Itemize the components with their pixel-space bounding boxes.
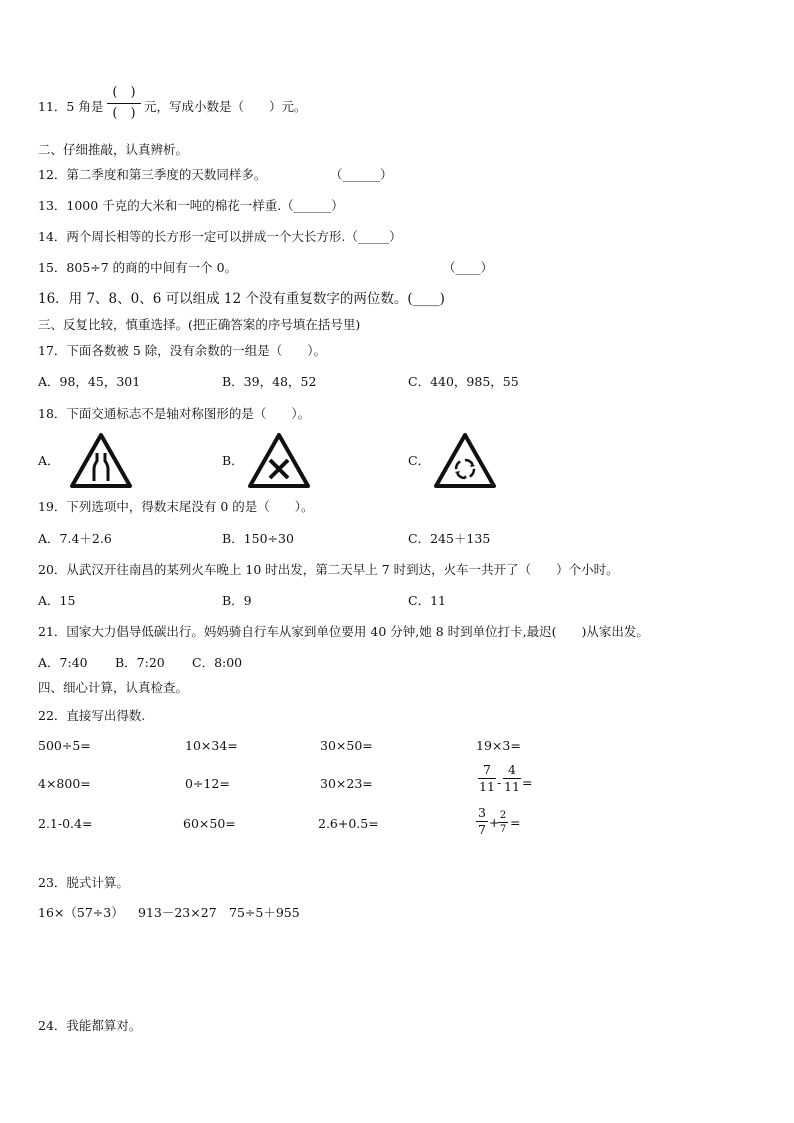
q20-stem: 20．从武汉开往南昌的某列火车晚上 10 时出发，第二天早上 7 时到达，火车一共开了（ ）个小时。 <box>38 562 619 577</box>
q19-stem: 19．下列选项中，得数末尾没有 0 的是（ ）。 <box>38 499 314 514</box>
q13-text: 13．1000 千克的大米和一吨的棉花一样重.（______） <box>38 198 344 213</box>
roundabout-sign-icon <box>434 433 496 488</box>
operator: + <box>489 815 500 830</box>
q24-stem: 24．我能都算对。 <box>38 1018 142 1033</box>
fraction-bar <box>107 103 141 104</box>
fraction: 7 11 <box>479 762 495 794</box>
q18-option-c[interactable]: C． <box>408 453 431 468</box>
calc-item: 500÷5= <box>38 738 91 753</box>
calc-item: 2.6+0.5= <box>318 816 379 831</box>
fraction: 2 7 <box>499 810 507 835</box>
cross-sign-icon <box>248 433 310 488</box>
fraction: 3 7 <box>476 806 488 837</box>
q22-stem: 22．直接写出得数. <box>38 708 146 723</box>
calc-item: 30×50= <box>320 738 373 753</box>
q14-text: 14．两个周长相等的长方形一定可以拼成一个大长方形.（_____） <box>38 229 402 244</box>
calc-item: 4×800= <box>38 776 91 791</box>
equals: = <box>522 775 533 790</box>
q15-blank[interactable]: （____） <box>443 260 494 275</box>
calc-expression: 16×（57÷3） <box>38 905 124 920</box>
calc-item: 60×50= <box>183 816 236 831</box>
q12-blank[interactable]: （______） <box>330 167 393 182</box>
q23-stem: 23．脱式计算。 <box>38 875 129 890</box>
q11-fraction <box>107 86 141 121</box>
q17-option-b[interactable]: B．39，48，52 <box>222 374 317 389</box>
q20-option-c[interactable]: C．11 <box>408 593 446 608</box>
calc-expression: 913－23×27 <box>138 905 217 920</box>
q19-option-b[interactable]: B．150÷30 <box>222 531 294 546</box>
q17-option-a[interactable]: A．98，45，301 <box>38 374 141 389</box>
calc-item: 0÷12= <box>185 776 230 791</box>
section-3-heading: 三、反复比较，慎重选择。(把正确答案的序号填在括号里) <box>38 317 361 332</box>
q20-option-a[interactable]: A．15 <box>38 593 76 608</box>
q11-suffix: 元，写成小数是（ ）元。 <box>144 99 307 114</box>
calc-item: 30×23= <box>320 776 373 791</box>
q18-option-a[interactable]: A． <box>38 453 60 468</box>
q11-fraction-numerator[interactable]: ( ) <box>112 85 136 100</box>
q17-stem: 17．下面各数被 5 除，没有余数的一组是（ ）。 <box>38 343 327 358</box>
equals: = <box>510 815 521 830</box>
q18-option-b[interactable]: B． <box>222 453 244 468</box>
q19-option-a[interactable]: A．7.4＋2.6 <box>38 531 112 546</box>
q21-option-a[interactable]: A．7:40 <box>38 655 88 670</box>
operator: - <box>497 775 502 790</box>
q11-prefix: 11．5 角是 <box>38 99 104 114</box>
fraction: 4 11 <box>504 762 520 794</box>
section-2-heading: 二、仔细推敲，认真辨析。 <box>38 142 189 157</box>
q20-option-b[interactable]: B．9 <box>222 593 252 608</box>
q21-stem: 21．国家大力倡导低碳出行。妈妈骑自行车从家到单位要用 40 分钟,她 8 时到单位打卡,最迟( )从家出发。 <box>38 624 649 639</box>
q19-option-c[interactable]: C．245＋135 <box>408 531 491 546</box>
q12-text: 12．第二季度和第三季度的天数同样多。 <box>38 167 267 182</box>
road-narrows-sign-icon <box>70 433 132 488</box>
q21-option-c[interactable]: C．8:00 <box>192 655 243 670</box>
section-4-heading: 四、细心计算，认真检查。 <box>38 680 189 695</box>
q18-stem: 18．下面交通标志不是轴对称图形的是（ ）。 <box>38 406 311 421</box>
q15-text: 15．805÷7 的商的中间有一个 0。 <box>38 260 238 275</box>
q11-fraction-denominator[interactable]: ( ) <box>112 106 136 121</box>
calc-item: 10×34= <box>185 738 238 753</box>
calc-item: 19×3= <box>476 738 521 753</box>
q17-option-c[interactable]: C．440，985，55 <box>408 374 519 389</box>
calc-item: 2.1-0.4= <box>38 816 93 831</box>
q21-option-b[interactable]: B．7:20 <box>115 655 165 670</box>
calc-expression: 75÷5＋955 <box>229 905 300 920</box>
q16-text: 16．用 7、8、0、6 可以组成 12 个没有重复数字的两位数。(____) <box>38 291 445 307</box>
